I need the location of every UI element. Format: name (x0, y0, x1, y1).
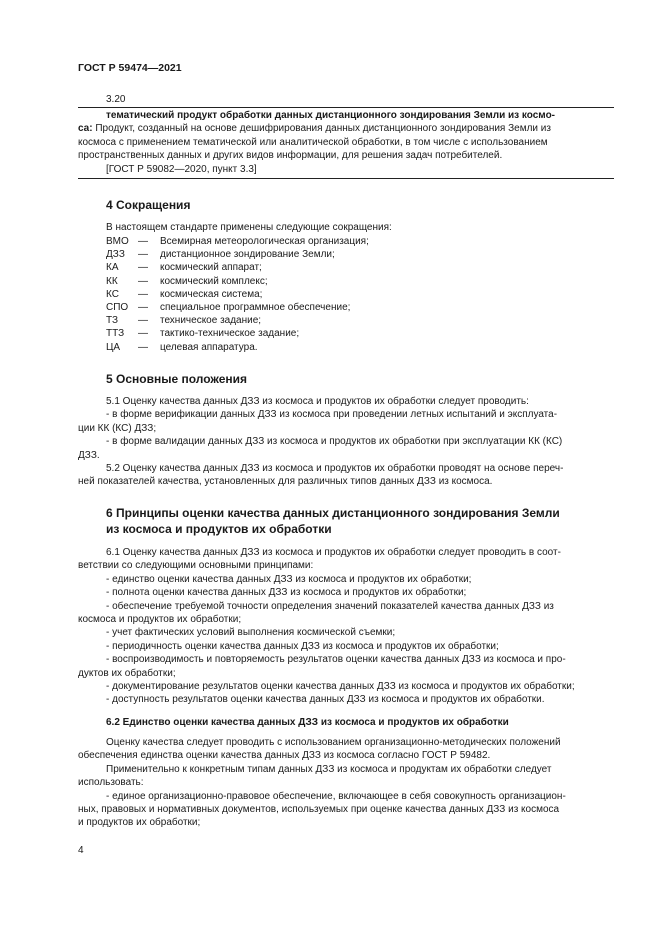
paragraph: ных, правовых и нормативных документов, используемых при оценке качества данных ДЗЗ из космоса (78, 804, 560, 816)
term-number: 3.20 (106, 94, 126, 105)
list-item: космоса и продуктов их обработки; (78, 614, 242, 626)
list-item: - полнота оценки качества данных ДЗЗ из космоса и продуктов их обработки; (106, 587, 467, 599)
list-item: дуктов их обработки; (78, 667, 176, 679)
abbreviation-row (106, 288, 369, 301)
term-definition-box (78, 107, 614, 179)
abbreviation-meaning: космический аппарат; (160, 262, 262, 274)
list-item: - документирование результатов оценки качества данных ДЗЗ из космоса и продуктов их обработки; (106, 681, 575, 693)
abbreviation-row (106, 261, 369, 274)
dash: — (138, 236, 148, 247)
abbreviation: КК (106, 275, 118, 287)
paragraph: и продуктов их обработки; (78, 817, 201, 829)
paragraph: обеспечения единства оценки качества данных ДЗЗ из космоса согласно ГОСТ Р 59482. (78, 750, 491, 762)
abbreviation-row (106, 235, 369, 248)
subsection-6-2-heading: 6.2 Единство оценки качества данных ДЗЗ из космоса и продуктов их обработки (106, 717, 509, 728)
term-title-part-1: тематический продукт обработки данных дистанционного зондирования Земли из космо- (106, 110, 556, 121)
abbreviation: ТТЗ (106, 328, 125, 340)
paragraph: - единое организационно-правовое обеспечение, включающее в себя совокупность организацион- (106, 790, 566, 802)
abbreviation-row (106, 248, 369, 261)
term-line-1 (78, 109, 614, 122)
abbreviation: КА (106, 262, 119, 274)
paragraph: Применительно к конкретным типам данных ДЗЗ из космоса и продуктам их обработки следует (106, 763, 552, 775)
paragraph: 5.1 Оценку качества данных ДЗЗ из космоса и продуктов их обработки следует проводить: (106, 396, 529, 407)
paragraph: 5.2 Оценку качества данных ДЗЗ из космоса и продуктов их обработки проводят на основе переч- (106, 463, 564, 475)
term-line-2 (78, 122, 614, 135)
section-4-intro (78, 221, 616, 234)
abbreviation: ЦА (106, 341, 121, 353)
section-6-body (78, 546, 616, 707)
section-5-heading: 5 Основные положения (106, 372, 248, 386)
term-source: [ГОСТ Р 59082—2020, пункт 3.3] (106, 163, 257, 175)
paragraph: - в форме верификации данных ДЗЗ из космоса при проведении летных испытаний и эксплуата- (106, 409, 558, 421)
abbreviation-meaning: Всемирная метеорологическая организация; (160, 236, 369, 247)
dash: — (138, 341, 148, 353)
page-number: 4 (78, 845, 84, 856)
abbreviation: КС (106, 288, 119, 300)
abbreviation-meaning: космическая система; (160, 288, 263, 300)
abbreviation-meaning: дистанционное зондирование Земли; (160, 249, 335, 261)
dash: — (138, 315, 148, 327)
list-item: - обеспечение требуемой точности определения значений показателей качества данных ДЗЗ из (106, 600, 554, 612)
section-6-heading-line-2: из космоса и продуктов их обработки (106, 522, 332, 536)
list-item: - учет фактических условий выполнения космической съемки; (106, 627, 396, 639)
dash: — (138, 301, 148, 313)
abbreviation-row (106, 301, 369, 314)
abbreviation-row (106, 327, 369, 340)
abbreviations-intro: В настоящем стандарте применены следующие сокращения: (106, 222, 392, 233)
dash: — (138, 275, 148, 287)
section-5-body (78, 395, 616, 489)
dash: — (138, 288, 148, 300)
abbreviation-meaning: техническое задание; (160, 315, 262, 327)
term-definition-line-4: пространственных данных и других видов информации, для решения задач потребителей. (78, 150, 503, 162)
paragraph: Оценку качества следует проводить с использованием организационно-методических положений (106, 737, 561, 748)
section-4 (78, 197, 616, 213)
paragraph: 6.1 Оценку качества данных ДЗЗ из космоса и продуктов их обработки следует проводить в соот- (106, 547, 561, 558)
abbreviation: ТЗ (106, 315, 119, 327)
list-item: - доступность результатов оценки качества данных ДЗЗ из космоса и продуктов их обработки. (106, 694, 545, 706)
abbreviation-meaning: космический комплекс; (160, 275, 268, 287)
term-title-part-2: са: (78, 123, 93, 135)
abbreviation: ВМО (106, 236, 129, 247)
section-4-heading: 4 Сокращения (106, 198, 191, 212)
subsection-6-2 (78, 716, 616, 729)
document-number-header: ГОСТ Р 59474—2021 (78, 62, 182, 74)
term-definition-start: Продукт, созданный на основе дешифрирования данных дистанционного зондирования Земли из (92, 123, 551, 135)
dash: — (138, 262, 148, 274)
abbreviation-row (106, 341, 369, 354)
section-6 (78, 505, 616, 537)
abbreviation: СПО (106, 301, 129, 313)
list-item: - периодичность оценки качества данных ДЗЗ из космоса и продуктов их обработки; (106, 640, 499, 652)
paragraph: ции КК (КС) ДЗЗ; (78, 422, 157, 434)
section-6-heading: 6 Принципы оценки качества данных дистанционного зондирования Земли (106, 506, 560, 520)
abbreviation-meaning: целевая аппаратура. (160, 341, 258, 353)
abbreviations-list (106, 235, 369, 354)
paragraph: ДЗЗ. (78, 449, 100, 461)
paragraph: ветствии со следующими основными принципами: (78, 560, 314, 572)
abbreviation-row (106, 314, 369, 327)
paragraph: использовать: (78, 777, 144, 789)
section-5 (78, 371, 616, 387)
paragraph: - в форме валидации данных ДЗЗ из космоса и продуктов их обработки при эксплуатации КК (КС) (106, 436, 563, 448)
list-item: - единство оценки качества данных ДЗЗ из космоса и продуктов их обработки; (106, 573, 472, 585)
term-definition-line-3: космоса с применением тематической или аналитической обработки, в том числе с использованием (78, 136, 548, 148)
abbreviation: ДЗЗ (106, 249, 125, 261)
abbreviation-meaning: тактико-техническое задание; (160, 328, 300, 340)
paragraph: ней показателей качества, установленных для различных типов данных ДЗЗ из космоса. (78, 476, 493, 488)
subsection-6-2-body (78, 736, 616, 830)
dash: — (138, 249, 148, 261)
abbreviation-meaning: специальное программное обеспечение; (160, 301, 351, 313)
dash: — (138, 328, 148, 340)
abbreviation-row (106, 275, 369, 288)
list-item: - воспроизводимость и повторяемость результатов оценки качества данных ДЗЗ из космоса и про- (106, 654, 566, 666)
